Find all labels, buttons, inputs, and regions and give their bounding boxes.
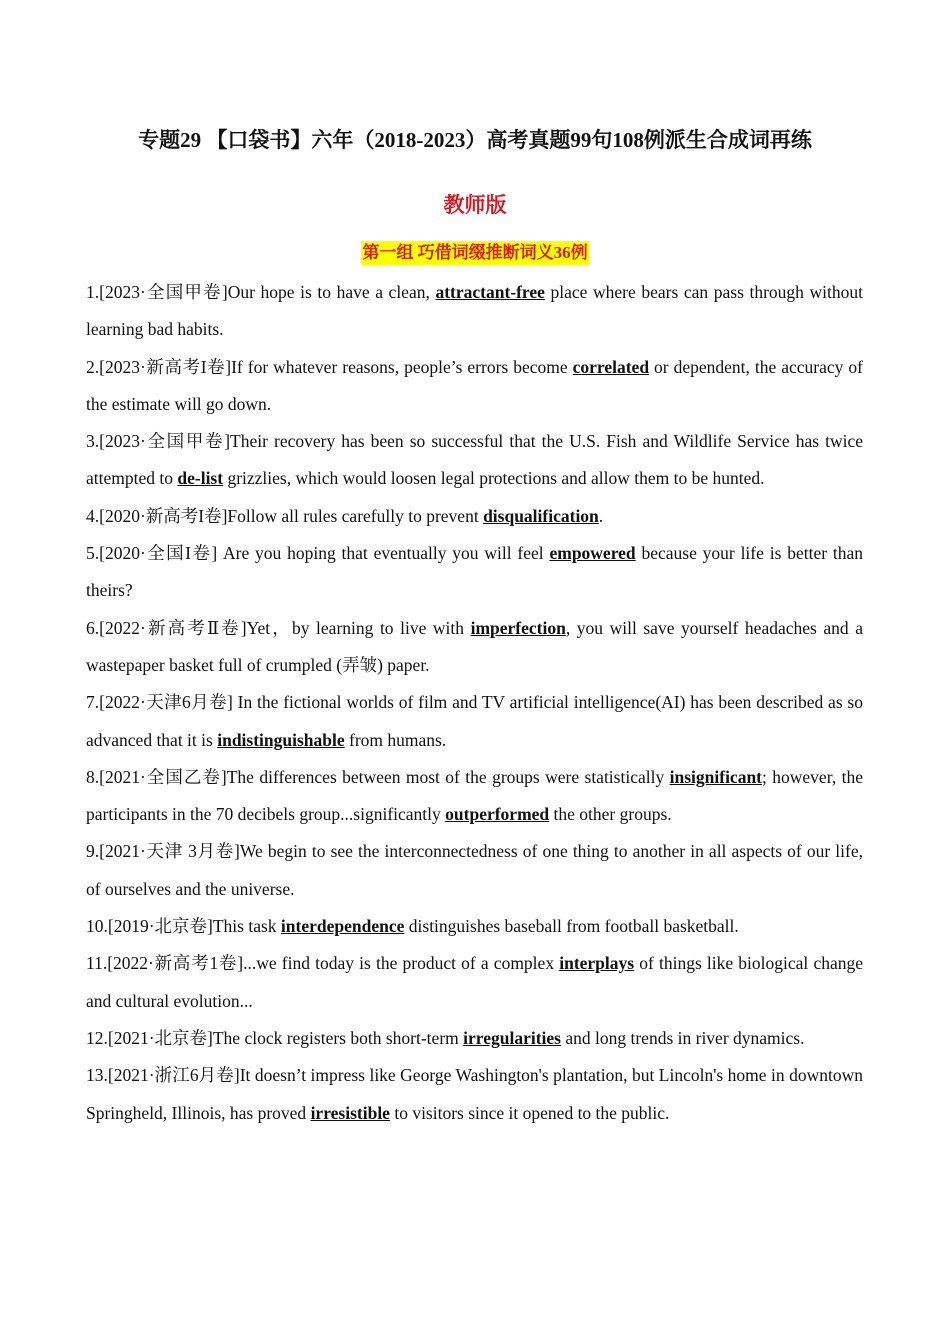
sentence-item: 7.[2022·天津6月卷] In the fictional worlds of film and TV artificial intelligence(AI) has been described as so advanced that it is indistinguishable from humans.	[86, 692, 863, 750]
sentence-item: 5.[2020·全国I卷] Are you hoping that eventually you will feel empowered because your life is better than theirs?	[86, 543, 863, 601]
keyword: empowered	[549, 543, 636, 564]
sentence-item: 13.[2021·浙江6月卷]It doesn’t impress like George Washington's plantation, but Lincoln's home in downtown Springheld, Illinois, has proved irresistible to visitors since it opened to the public.	[86, 1065, 863, 1123]
sentence-list	[86, 274, 863, 1132]
sentence-item: 6.[2022·新高考Ⅱ卷]Yet，by learning to live with imperfection, you will save yourself headaches and a wastepaper basket full of crumpled (弄皱) paper.	[86, 617, 863, 675]
sentence-item: 2.[2023·新高考I卷]If for whatever reasons, people’s errors become correlated or dependent, the accuracy of the estimate will go down.	[86, 356, 863, 414]
keyword: attractant-free	[435, 282, 545, 302]
keyword: outperformed	[445, 804, 550, 825]
sentence-item: 3.[2023·全国甲卷]Their recovery has been so successful that the U.S. Fish and Wildlife Service has twice attempted to de-list grizzlies, which would loosen legal protections and allow them to be hunted.	[86, 431, 863, 489]
keyword: irregularities	[463, 1027, 561, 1048]
sentence-item: 4.[2020·新高考I卷]Follow all rules carefully to prevent disqualification.	[86, 505, 604, 526]
keyword: interdependence	[280, 916, 405, 937]
sentence-item: 8.[2021·全国乙卷]The differences between most of the groups were statistically insignificant; however, the participants in the 70 decibels group...significantly outperformed the other groups.	[86, 766, 863, 825]
page-title: 专题29 【口袋书】六年（2018-2023）高考真题99句108例派生合成词再练	[138, 128, 812, 152]
sentence-item: 11.[2022·新高考1卷]...we find today is the product of a complex interplays of things like biological change and cultural evolution...	[86, 953, 863, 1011]
keyword: indistinguishable	[217, 729, 345, 750]
sentence-item: 9.[2021·天津 3月卷]We begin to see the interconnectedness of one thing to another in all aspects of our life, of ourselves and the universe.	[86, 841, 863, 899]
sentence-item: 10.[2019·北京卷]This task interdependence distinguishes baseball from football basketball.	[86, 916, 739, 937]
sentence-item: 12.[2021·北京卷]The clock registers both short-term irregularities and long trends in river dynamics.	[86, 1027, 805, 1048]
keyword: disqualification	[483, 505, 599, 526]
group-heading: 第一组 巧借词缀推断词义36例	[361, 241, 588, 265]
edition-label: 教师版	[443, 193, 507, 217]
keyword: interplays	[559, 953, 635, 974]
keyword: imperfection	[470, 617, 566, 638]
keyword: insignificant	[669, 766, 763, 787]
keyword: de-list	[177, 468, 224, 489]
group-heading-row	[0, 241, 950, 265]
keyword: irresistible	[310, 1102, 390, 1123]
sentence-item: 1.[2023·全国甲卷]Our hope is to have a clean, attractant-free place where bears can pass through without learning bad habits.	[86, 282, 863, 340]
keyword: correlated	[572, 356, 650, 377]
